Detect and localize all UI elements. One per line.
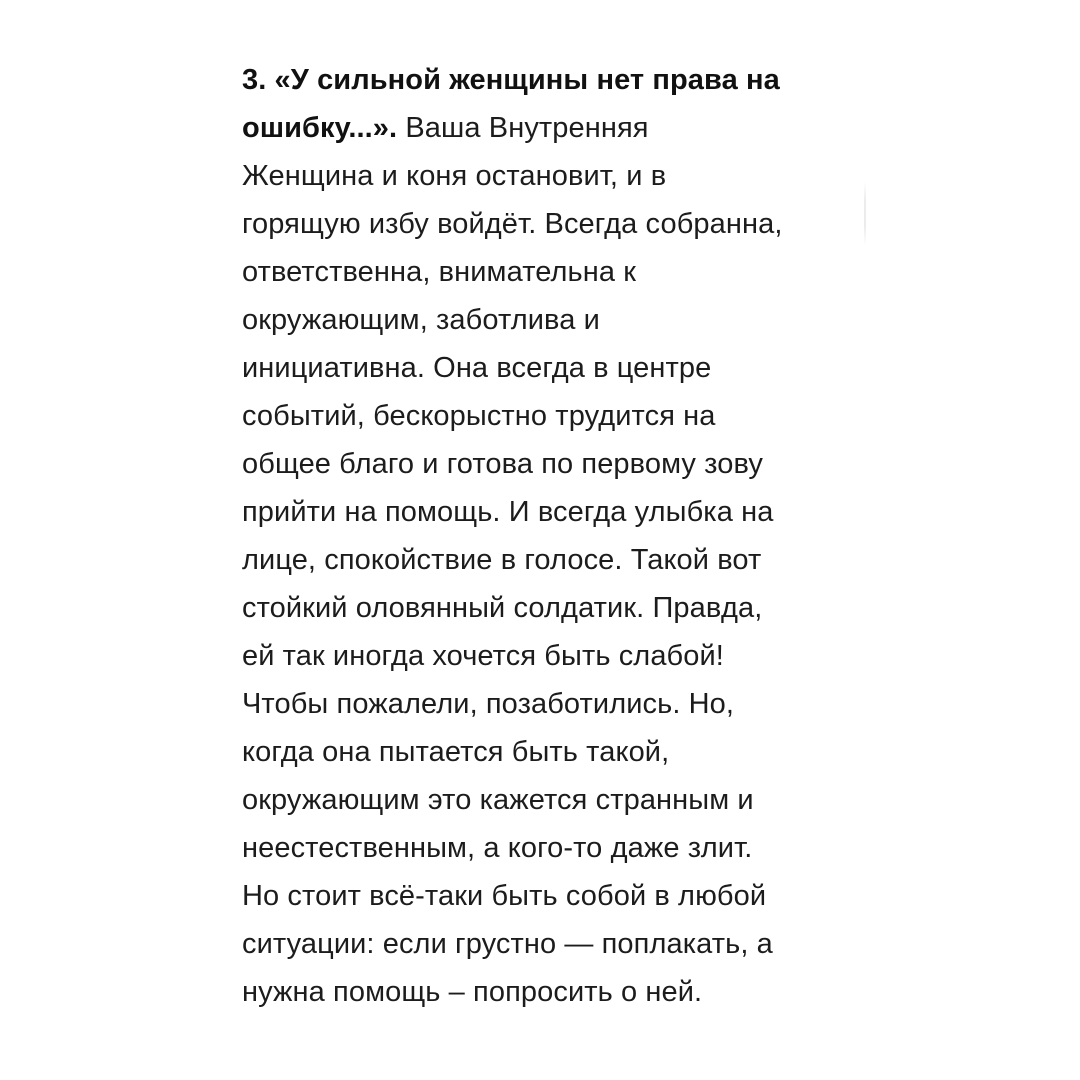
text-line-1 — [242, 56, 862, 104]
text-part-2: Ваша Внутренняя — [397, 112, 649, 144]
text-line-10: прийти на помощь. И всегда улыбка на — [242, 496, 774, 528]
text-line-14: Чтобы пожалели, позаботились. Но, — [242, 688, 735, 720]
heading-part-2: ошибку...». — [242, 112, 398, 144]
text-line-5: ответственна, внимательна к — [242, 256, 637, 288]
text-line-15: когда она пытается быть такой, — [242, 736, 670, 768]
text-line-7: инициативна. Она всегда в центре — [242, 352, 712, 384]
heading-part-1: 3. «У сильной женщины нет права на — [242, 64, 780, 96]
text-line-16: окружающим это кажется странным и — [242, 784, 754, 816]
scroll-edge-divider — [864, 182, 866, 246]
text-line-20: нужна помощь – попросить о ней. — [242, 976, 703, 1008]
text-line-13: ей так иногда хочется быть слабой! — [242, 640, 724, 672]
text-line-8: событий, бескорыстно трудится на — [242, 400, 716, 432]
text-line-12: стойкий оловянный солдатик. Правда, — [242, 592, 763, 624]
text-line-19: ситуации: если грустно — поплакать, а — [242, 928, 773, 960]
text-line-17: неестественным, а кого-то даже злит. — [242, 832, 753, 864]
text-line-4: горящую избу войдёт. Всегда собранна, — [242, 208, 783, 240]
text-line-9: общее благо и готова по первому зову — [242, 448, 763, 480]
text-line-18: Но стоит всё-таки быть собой в любой — [242, 880, 767, 912]
paragraph-3 — [242, 56, 862, 1016]
text-line-6: окружающим, заботлива и — [242, 304, 600, 336]
text-line-11: лице, спокойствие в голосе. Такой вот — [242, 544, 762, 576]
text-line-3: Женщина и коня остановит, и в — [242, 160, 667, 192]
text-line-2 — [242, 104, 862, 152]
